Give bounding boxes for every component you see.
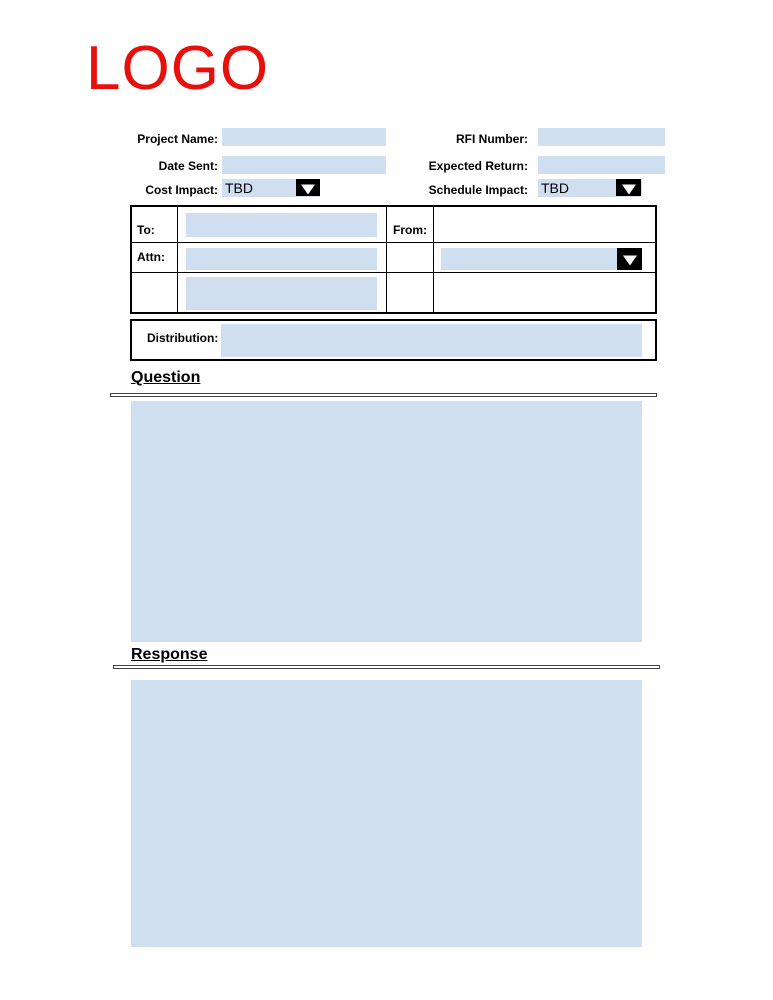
attn-label: Attn: [137, 250, 165, 264]
table-divider [433, 205, 434, 314]
attn-extra-input[interactable] [186, 277, 377, 310]
expected-return-label: Expected Return: [428, 159, 528, 173]
from-label: From: [393, 223, 427, 237]
date-sent-input[interactable] [222, 156, 386, 174]
distribution-input[interactable] [221, 324, 642, 357]
table-divider [177, 205, 178, 314]
section-divider [113, 665, 660, 669]
chevron-down-icon[interactable] [616, 179, 641, 196]
logo: LOGO [86, 34, 270, 103]
project-name-input[interactable] [222, 128, 386, 146]
chevron-down-icon[interactable] [617, 248, 642, 270]
rfi-number-label: RFI Number: [456, 132, 528, 146]
to-label: To: [137, 223, 155, 237]
chevron-down-icon[interactable] [296, 179, 320, 196]
distribution-label: Distribution: [147, 331, 219, 345]
section-divider [110, 393, 657, 397]
date-sent-label: Date Sent: [158, 159, 218, 173]
question-title: Question [131, 369, 201, 386]
table-divider [386, 205, 387, 314]
response-textarea[interactable] [131, 680, 642, 947]
from-contact-select[interactable] [441, 248, 642, 270]
response-title: Response [131, 646, 208, 663]
question-textarea[interactable] [131, 401, 642, 642]
project-name-label: Project Name: [137, 132, 218, 146]
cost-impact-label: Cost Impact: [145, 183, 218, 197]
table-divider [130, 242, 657, 243]
to-input[interactable] [186, 213, 377, 237]
schedule-impact-value: TBD [541, 180, 569, 196]
cost-impact-value: TBD [225, 180, 253, 196]
attn-input[interactable] [186, 248, 377, 270]
rfi-number-input[interactable] [538, 128, 665, 146]
schedule-impact-label: Schedule Impact: [428, 183, 528, 197]
table-divider [130, 272, 657, 273]
expected-return-input[interactable] [538, 156, 665, 174]
